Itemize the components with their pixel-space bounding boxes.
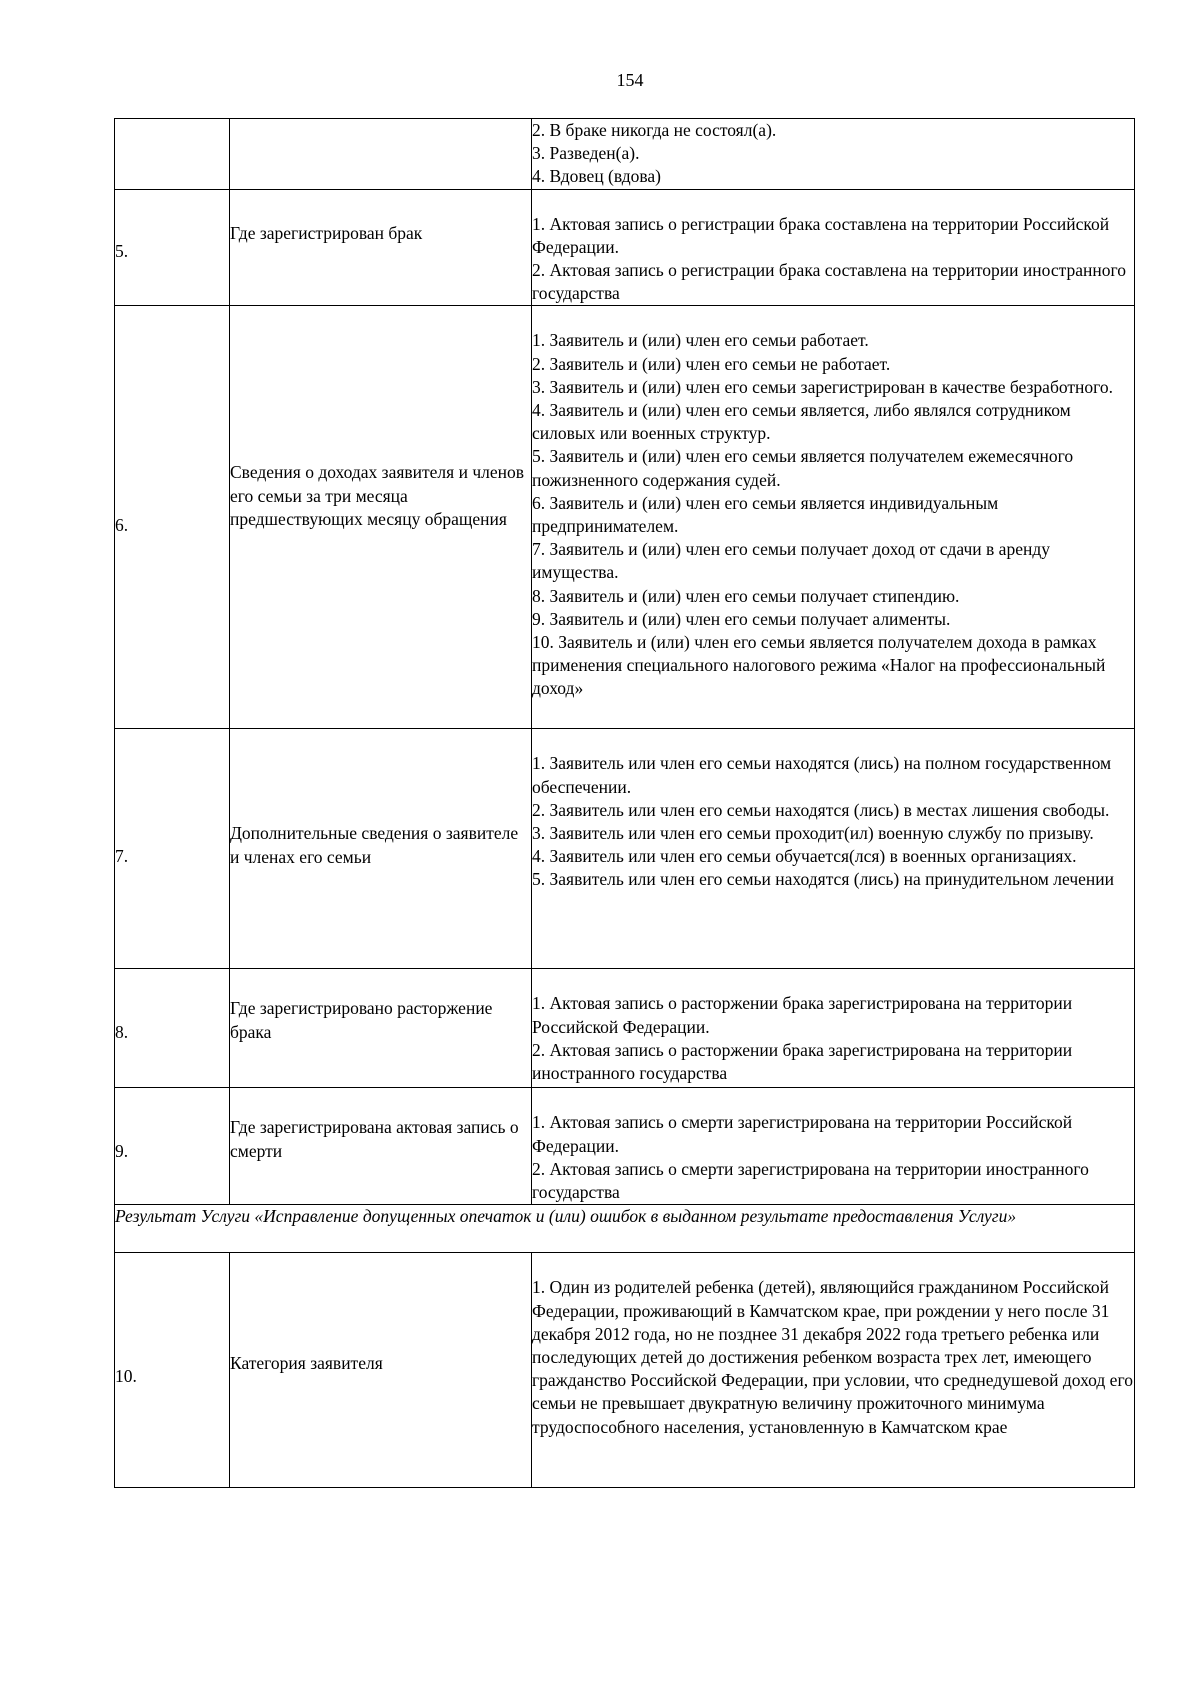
options-cell: [532, 189, 1135, 306]
option-item: 4. Вдовец (вдова): [532, 166, 661, 187]
page-number: 154: [616, 70, 644, 90]
table-row-7: [115, 729, 1135, 969]
option-item: 3. Заявитель или член его семьи проходит(ил) военную службу по призыву.: [532, 823, 1094, 844]
row-number: 6.: [115, 306, 230, 729]
option-item: 3. Заявитель и (или) член его семьи зарегистрирован в качестве безработного.: [532, 376, 1113, 397]
option-item: 1. Актовая запись о регистрации брака составлена на территории Российской Федерации.: [532, 213, 1110, 257]
row-number: 8.: [115, 969, 230, 1088]
option-item: 1. Заявитель и (или) член его семьи работает.: [532, 330, 869, 351]
option-item: 9. Заявитель и (или) член его семьи получает алименты.: [532, 608, 951, 629]
table-row-9: [115, 1088, 1135, 1205]
name-cell: [230, 119, 532, 190]
table-row-8: [115, 969, 1135, 1088]
row-number: 9.: [115, 1088, 230, 1205]
row-name: Категория заявителя: [230, 1253, 532, 1488]
option-item: 10. Заявитель и (или) член его семьи является получателем дохода в рамках применения специального налогового режима «Налог на профессиональный доход»: [532, 632, 1106, 699]
option-item: 5. Заявитель и (или) член его семьи является получателем ежемесячного пожизненного содержания судей.: [532, 446, 1074, 490]
row-name: Где зарегистрирован брак: [230, 189, 532, 306]
option-item: 7. Заявитель и (или) член его семьи получает доход от сдачи в аренду имущества.: [532, 539, 1050, 583]
row-name: Где зарегистрировано расторжение брака: [230, 969, 532, 1088]
option-item: 1. Один из родителей ребенка (детей), являющийся гражданином Российской Федерации, проживающий в Камчатском крае, при рождении у него после 31 декабря 2012 года, но не позднее 31 декабря 2022 года третьего ребенка или последующих детей до достижения ребенком возраста трех лет, имеющего гражданство Российской Федерации, при условии, что среднедушевой доход его семьи не превышает двукратную величину прожиточного минимума трудоспособного населения, установленную в Камчатском крае: [532, 1277, 1133, 1437]
option-item: 5. Заявитель или член его семьи находятся (лись) на принудительном лечении: [532, 869, 1114, 890]
option-item: 2. Актовая запись о смерти зарегистрирована на территории иностранного государства: [532, 1158, 1089, 1203]
row-number: 5.: [115, 189, 230, 306]
options-cell: [532, 729, 1135, 969]
table-row-5: [115, 189, 1135, 306]
row-name: Где зарегистрирована актовая запись о смерти: [230, 1088, 532, 1205]
options-cell: [532, 306, 1135, 729]
table-row-6: [115, 306, 1135, 729]
option-item: 2. В браке никогда не состоял(а).: [532, 120, 777, 140]
option-item: 2. Заявитель и (или) член его семьи не работает.: [532, 353, 891, 374]
table-row-10: [115, 1253, 1135, 1488]
option-item: 2. Актовая запись о регистрации брака составлена на территории иностранного государства: [532, 260, 1126, 304]
options-cell: [532, 1253, 1135, 1488]
option-item: 8. Заявитель и (или) член его семьи получает стипендию.: [532, 585, 960, 606]
section-header-row: [115, 1205, 1135, 1253]
row-name: Дополнительные сведения о заявителе и членах его семьи: [230, 729, 532, 969]
option-item: 1. Заявитель или член его семьи находятся (лись) на полном государственном обеспечении.: [532, 753, 1112, 797]
options-cell: [532, 1088, 1135, 1205]
options-cell: [532, 969, 1135, 1088]
table-row-continued: [115, 119, 1135, 190]
number-cell: [115, 119, 230, 190]
option-item: 4. Заявитель или член его семьи обучается(лся) в военных организациях.: [532, 846, 1077, 867]
row-number: 7.: [115, 729, 230, 969]
option-item: 2. Актовая запись о расторжении брака зарегистрирована на территории иностранного государства: [532, 1039, 1073, 1084]
option-item: 2. Заявитель или член его семьи находятся (лись) в местах лишения свободы.: [532, 799, 1110, 820]
attributes-table: [114, 118, 1135, 1488]
option-item: 4. Заявитель и (или) член его семьи является, либо являлся сотрудником силовых или военных структур.: [532, 400, 1071, 444]
option-item: 6. Заявитель и (или) член его семьи является индивидуальным предпринимателем.: [532, 492, 999, 537]
row-name: Сведения о доходах заявителя и членов его семьи за три месяца предшествующих месяцу обращения: [230, 306, 532, 729]
option-item: 1. Актовая запись о расторжении брака зарегистрирована на территории Российской Федерации.: [532, 993, 1073, 1037]
options-cell: [532, 119, 1135, 190]
section-title: Результат Услуги «Исправление допущенных опечаток и (или) ошибок в выданном результате предоставления Услуги»: [115, 1205, 1135, 1253]
option-item: 1. Актовая запись о смерти зарегистрирована на территории Российской Федерации.: [532, 1112, 1073, 1156]
option-item: 3. Разведен(а).: [532, 143, 640, 164]
row-number: 10.: [115, 1253, 230, 1488]
